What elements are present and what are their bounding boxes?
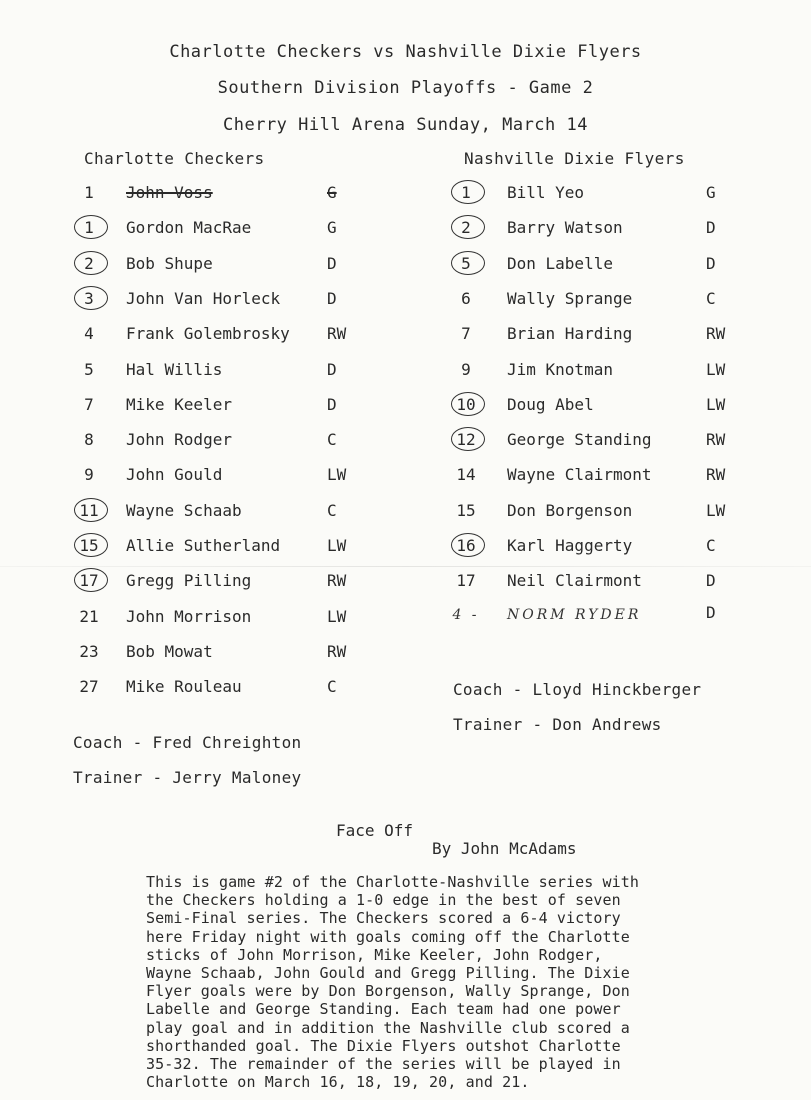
article-line: Charlotte on March 16, 18, 19, 20, and 21. [146,1073,530,1092]
roster-row [69,677,369,707]
player-name: Wayne Clairmont [507,465,652,485]
player-name: Brian Harding [507,324,633,344]
article-line: Labelle and George Standing. Each team had one power [146,1000,621,1019]
event-subtitle: Southern Division Playoffs - Game 2 [217,78,594,98]
player-position: D [706,253,716,273]
roster-row [69,324,369,354]
jersey-number: 1 [69,218,109,237]
player-position: RW [327,324,347,344]
player-name: Mike Keeler [126,394,232,414]
player-name: John Van Horleck [126,288,281,308]
away-trainer: Trainer - Don Andrews [453,715,662,734]
player-position: C [706,288,716,308]
player-name: Frank Golembrosky [126,324,290,344]
home-team-heading: Charlotte Checkers [84,149,265,168]
jersey-number: 14 [456,465,476,485]
player-position: D [327,359,337,379]
away-coach: Coach - Lloyd Hinckberger [453,680,702,699]
roster-row [69,183,369,213]
player-name: George Standing [507,430,652,450]
article-byline: By John McAdams [432,839,577,858]
jersey-number: 7 [84,394,94,414]
roster-row [446,324,776,354]
player-name: John Voss [126,183,213,202]
article-line: Wayne Schaab, John Gould and Gregg Pilling. The Dixie [146,964,630,983]
roster-row [446,571,776,601]
jersey-number: 8 [84,430,94,450]
article-line: Semi-Final series. The Checkers scored a 6-4 victory [146,909,621,928]
player-position: RW [706,430,726,450]
jersey-number: 21 [79,606,99,626]
venue-date: Cherry Hill Arena Sunday, March 14 [223,115,588,135]
player-name: Hal Willis [126,359,223,379]
player-name: NORM RYDER [507,606,642,623]
player-name: Wally Sprange [507,288,633,308]
player-name: Barry Watson [507,218,623,238]
player-name: Jim Knotman [507,359,613,379]
jersey-number: 9 [461,359,471,379]
roster-row [69,360,369,390]
jersey-number: 16 [446,536,486,555]
jersey-number: 5 [84,359,94,379]
player-position: D [327,394,337,414]
roster-row [69,571,369,601]
jersey-number: 1 [446,183,486,202]
player-position: LW [327,536,347,555]
player-name: Don Borgenson [507,500,633,520]
jersey-number: 23 [79,641,99,661]
player-position: D [327,253,337,273]
article-line: sticks of John Morrison, Mike Keeler, John Rodger, [146,945,603,964]
jersey-number: 1 [84,183,94,202]
player-name: Mike Rouleau [126,677,242,697]
article-line: shorthanded goal. The Dixie Flyers outshot Charlotte [146,1036,621,1055]
player-position: C [327,430,337,450]
jersey-number: 15 [456,500,476,520]
player-position: D [706,571,716,591]
roster-row [69,254,369,284]
player-name: John Rodger [126,430,232,450]
player-position: G [327,218,337,238]
jersey-number: 4 [84,324,94,344]
player-position: RW [706,324,726,344]
roster-row [69,536,369,566]
player-name: Bob Mowat [126,641,213,661]
roster-row [69,430,369,460]
player-name: Allie Sutherland [126,536,281,555]
player-position: RW [327,641,347,661]
jersey-number: 3 [69,289,109,308]
player-name: Bob Shupe [126,253,213,273]
jersey-number: 6 [461,288,471,308]
player-position: RW [327,571,347,591]
jersey-number: 12 [446,430,486,449]
player-position: C [706,536,716,555]
paper-fold [0,566,811,567]
roster-row [446,536,776,566]
player-position: G [706,183,716,202]
roster-row [446,395,776,425]
roster-row [446,430,776,460]
roster-row [69,289,369,319]
article-body [146,873,726,1091]
roster-row [69,642,369,672]
jersey-number: 11 [69,501,109,520]
roster-row [446,289,776,319]
player-name: Don Labelle [507,253,613,273]
away-team-heading: Nashville Dixie Flyers [464,149,685,168]
jersey-number: 17 [456,571,476,591]
matchup-title: Charlotte Checkers vs Nashville Dixie Flyers [169,42,642,62]
jersey-number: 15 [69,536,109,555]
player-position: RW [706,465,726,485]
roster-row [446,465,776,495]
roster-row [446,254,776,284]
player-position: LW [327,465,347,485]
roster-row [69,395,369,425]
player-name: Wayne Schaab [126,500,242,520]
player-position: C [327,677,337,697]
jersey-number: 2 [69,254,109,273]
jersey-number: 17 [69,571,109,590]
player-position: G [327,183,337,202]
home-trainer: Trainer - Jerry Maloney [73,768,302,787]
jersey-number: 7 [461,324,471,344]
player-name: Gregg Pilling [126,571,252,591]
player-position: LW [706,359,726,379]
article-line: 35-32. The remainder of the series will be played in [146,1055,621,1074]
player-name: Bill Yeo [507,183,585,202]
jersey-number: 27 [79,677,99,697]
player-name: Doug Abel [507,394,594,414]
roster-row [446,183,776,213]
roster-row [446,501,776,531]
home-coach: Coach - Fred Chreighton [73,733,302,752]
roster-row [69,465,369,495]
roster-row [69,501,369,531]
roster-row [69,607,369,637]
jersey-number: 10 [446,395,486,414]
jersey-number: 2 [446,218,486,237]
player-name: Karl Haggerty [507,536,633,555]
player-position: LW [706,394,726,414]
jersey-number: 5 [446,254,486,273]
player-position: LW [327,606,347,626]
player-name: Gordon MacRae [126,218,252,238]
roster-row [69,218,369,248]
article-line: This is game #2 of the Charlotte-Nashville series with [146,873,640,891]
player-name: John Gould [126,465,223,485]
player-name: John Morrison [126,606,252,626]
article-line: here Friday night with goals coming off the Charlotte [146,927,630,946]
player-position: D [327,288,337,308]
roster-row [446,602,776,637]
article-line: the Checkers holding a 1-0 edge in the best of seven [146,891,621,910]
player-position: C [327,500,337,520]
article-line: Flyer goals were by Don Borgenson, Wally Sprange, Don [146,982,630,1001]
player-position: LW [706,500,726,520]
article-title: Face Off [336,821,414,840]
jersey-number: 4 - [452,606,480,623]
roster-row [446,360,776,390]
player-position: D [706,218,716,238]
article-line: play goal and in addition the Nashville club scored a [146,1018,630,1037]
player-name: Neil Clairmont [507,571,642,591]
roster-row [446,218,776,248]
player-position: D [706,602,716,622]
jersey-number: 9 [84,465,94,485]
